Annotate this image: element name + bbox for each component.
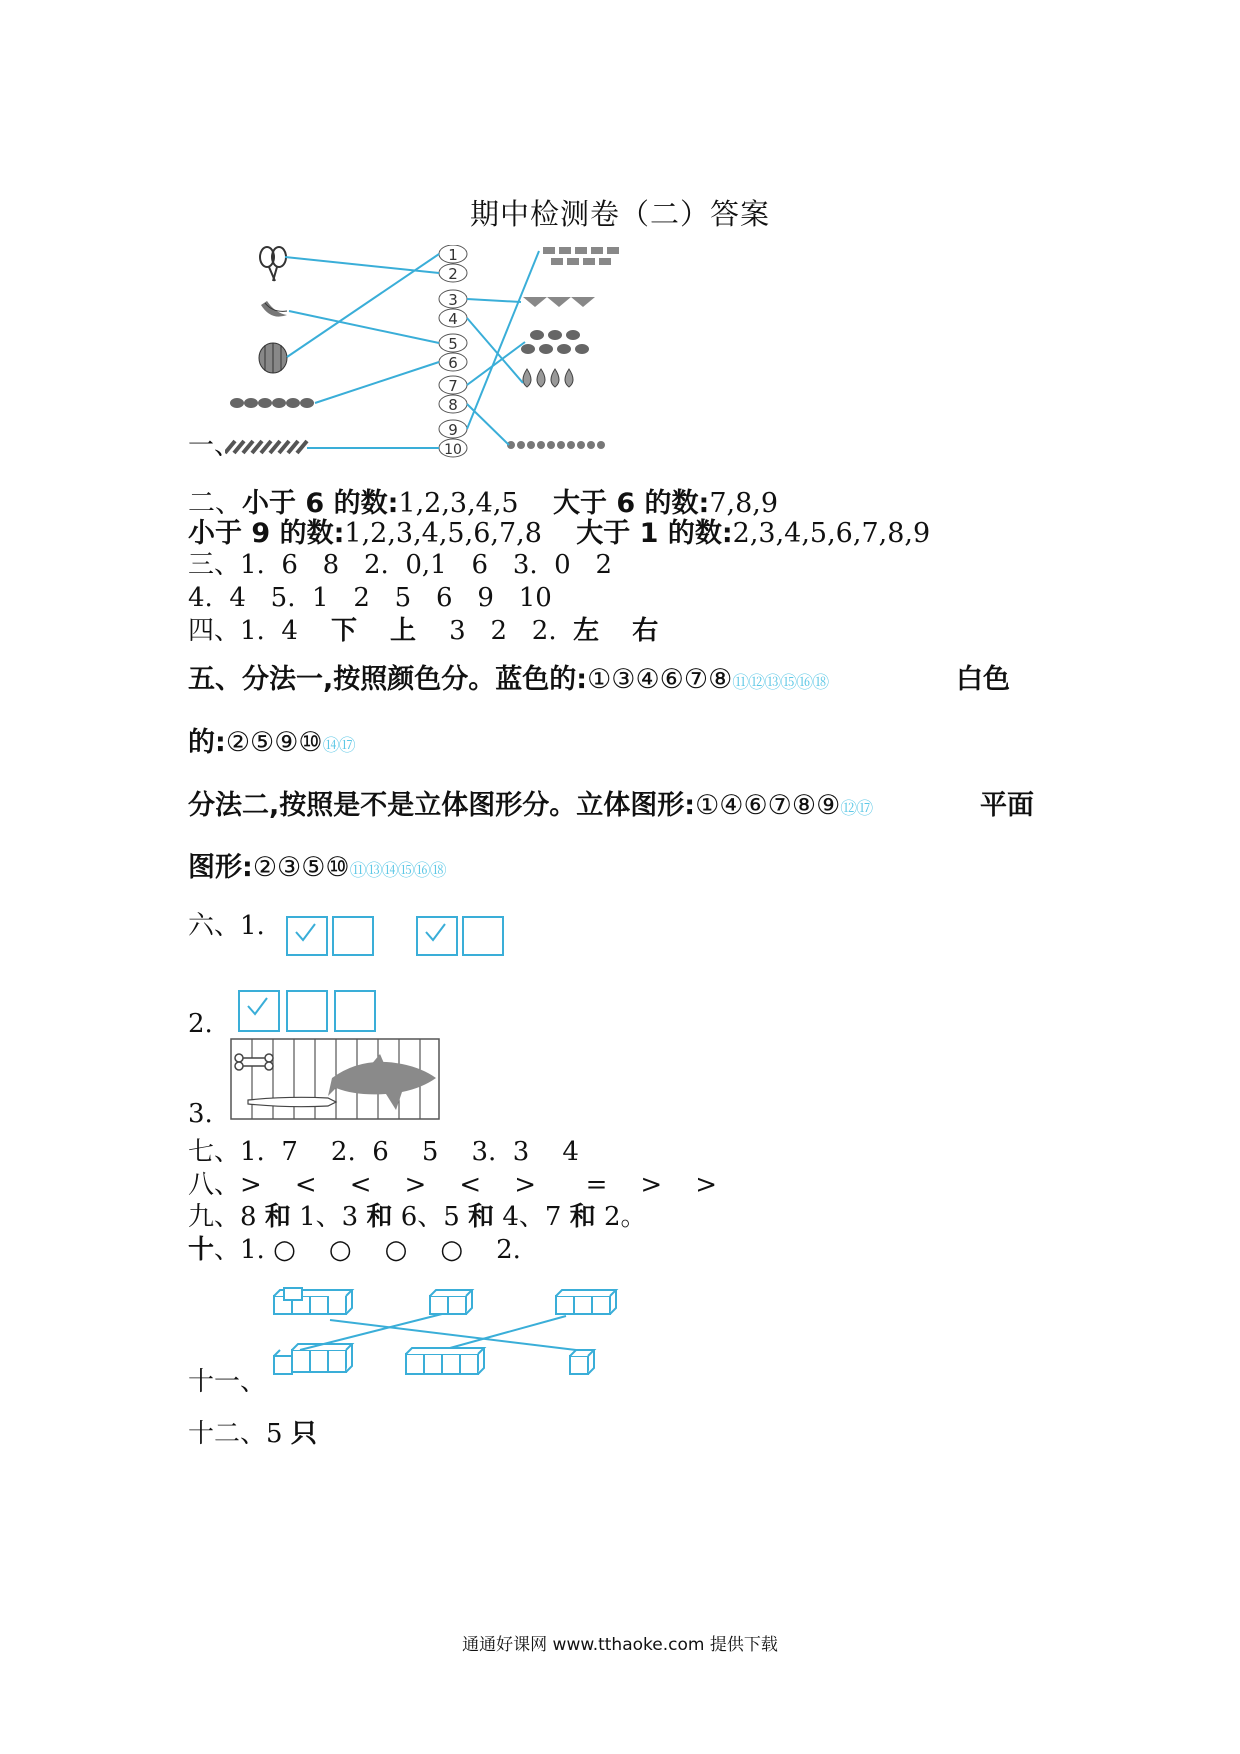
section-9-part-4: 4、7 [502, 1202, 562, 1232]
white-label-part-2: 的: [188, 727, 226, 758]
stone-5 [439, 334, 467, 353]
matching-figure [225, 245, 685, 465]
less-than-9-values: 1,2,3,4,5,6,7,8 [344, 518, 542, 549]
greater-than-6-values: 7,8,9 [709, 488, 779, 519]
section-2-line-2 [188, 518, 930, 550]
checkbox-q2-a [238, 990, 280, 1032]
stone-1 [439, 245, 467, 264]
section-10-line [188, 1234, 521, 1266]
check-icon [424, 922, 446, 944]
blue-circled-numbers: ①③④⑥⑦⑧ [587, 664, 733, 695]
flat-circled-numbers: ②③⑤⑩ [252, 852, 350, 883]
flat-label-part-1: 平面 [980, 790, 1034, 821]
method-1-text: 五、分法一,按照颜色分。蓝色的: [188, 664, 588, 695]
checkbox-q1-b [332, 916, 374, 956]
pears-icon [523, 369, 573, 387]
section-9-part-5: 2。 [604, 1202, 647, 1232]
section-7-line: 七、1. 7 2. 6 5 3. 3 4 [188, 1137, 579, 1167]
white-circled-small: ⑭⑰ [322, 736, 355, 756]
footer-text: 通通好课网 www.tthaoke.com 提供下载 [462, 1635, 778, 1655]
svg-text:2: 2 [448, 265, 458, 283]
section-4-mid: 3 2 2. [449, 616, 557, 646]
section-5-method-2 [188, 790, 872, 825]
section-2-line-1 [188, 488, 778, 520]
turtles-icon [521, 330, 589, 354]
section-9-part-3: 6、5 [400, 1202, 460, 1232]
answer-up: 上 [390, 616, 417, 646]
section-5-white [188, 727, 355, 762]
section-6-q1-label: 六、1. [188, 911, 265, 941]
pencil-icon [248, 1097, 336, 1106]
measure-grid [230, 1038, 442, 1122]
section-2-label: 二、 [188, 488, 242, 519]
svg-text:5: 5 [448, 335, 458, 353]
section-5-method-1 [188, 664, 828, 699]
and-word-3: 和 [468, 1202, 495, 1232]
section-4-line [188, 615, 658, 647]
section-10-rest: 、1. ○ ○ ○ ○ 2. [214, 1235, 521, 1265]
flat-label-part-2: 图形: [188, 852, 253, 883]
checkbox-q2-b [286, 990, 328, 1032]
stone-9 [439, 420, 467, 439]
flat-circled-small: ⑪⑬⑭⑮⑯⑱ [349, 861, 446, 881]
cube-group-bottom-middle [406, 1348, 484, 1374]
section-12-unit: 只 [290, 1419, 317, 1449]
section-6-q2-label: 2. [188, 1009, 213, 1039]
check-icon [246, 996, 268, 1018]
and-word-4: 和 [569, 1202, 596, 1232]
and-word-2: 和 [366, 1202, 393, 1232]
stone-3 [439, 290, 467, 309]
svg-text:6: 6 [448, 354, 458, 372]
check-icon [294, 922, 316, 944]
answer-left: 左 [573, 616, 600, 646]
stone-4 [439, 309, 467, 328]
section-1-label: 一、 [188, 431, 241, 461]
svg-text:3: 3 [448, 291, 458, 309]
bowls-icon [230, 398, 314, 408]
less-than-6-label: 小于 6 的数: [242, 488, 399, 519]
solid-circled-small: ⑫⑰ [840, 799, 873, 819]
greater-than-6-label: 大于 6 的数: [552, 488, 710, 519]
banana-icon [261, 301, 287, 317]
fans-icon [523, 297, 595, 307]
svg-text:7: 7 [448, 377, 458, 395]
section-11-label: 十一、 [188, 1367, 267, 1397]
svg-text:1: 1 [448, 246, 458, 264]
stone-10 [439, 439, 467, 458]
section-12-text: 十二、5 [188, 1419, 283, 1449]
checkbox-q1-d [462, 916, 504, 956]
section-5-flat [188, 852, 446, 887]
svg-text:10: 10 [444, 442, 462, 458]
stone-8 [439, 395, 467, 414]
method-2-text: 分法二,按照是不是立体图形分。立体图形: [188, 790, 696, 821]
matching-lines [285, 251, 539, 448]
solid-circled-numbers: ①④⑥⑦⑧⑨ [695, 790, 841, 821]
section-6-q3-label: 3. [188, 1099, 213, 1129]
svg-text:4: 4 [448, 310, 458, 328]
less-than-6-values: 1,2,3,4,5 [398, 488, 519, 519]
less-than-9-label: 小于 9 的数: [188, 518, 345, 549]
cube-group-top-right [556, 1290, 616, 1314]
section-3-line-1: 三、1. 6 8 2. 0,1 6 3. 0 2 [188, 550, 613, 580]
toy-cars-icon [543, 247, 619, 265]
section-9-line [188, 1201, 647, 1233]
cubes-figure [270, 1284, 630, 1388]
svg-text:9: 9 [448, 421, 458, 439]
answer-right: 右 [632, 616, 659, 646]
section-9-part-2: 1、3 [299, 1202, 359, 1232]
number-stones [439, 245, 467, 458]
page-title: 期中检测卷（二）答案 [469, 197, 770, 231]
blue-circled-small: ⑪⑫⑬⑮⑯⑱ [732, 673, 829, 693]
svg-text:8: 8 [448, 396, 458, 414]
cube-group-bottom-left [274, 1344, 352, 1374]
white-label-part-1: 白色 [956, 664, 1010, 695]
watermelon-icon [259, 343, 287, 373]
stone-6 [439, 353, 467, 372]
section-9-part-1: 九、8 [188, 1202, 257, 1232]
section-3-line-2: 4. 4 5. 1 2 5 6 9 10 [188, 583, 552, 613]
flowers-icon [507, 441, 605, 449]
rackets-icon [260, 247, 286, 281]
section-8-line: 八、> < < > < > = > > [188, 1170, 718, 1200]
section-10-label: 十 [188, 1235, 215, 1265]
cube-group-top-middle [430, 1290, 472, 1314]
white-circled-numbers: ②⑤⑨⑩ [225, 727, 323, 758]
greater-than-1-values: 2,3,4,5,6,7,8,9 [732, 518, 931, 549]
checkbox-q1-c [416, 916, 458, 956]
stone-2 [439, 264, 467, 283]
answer-down: 下 [330, 616, 357, 646]
stone-7 [439, 376, 467, 395]
section-4-prefix: 四、1. 4 [188, 616, 298, 646]
checkbox-q1-a [286, 916, 328, 956]
checkbox-q2-c [334, 990, 376, 1032]
cube-group-top-left [274, 1288, 352, 1314]
greater-than-1-label: 大于 1 的数: [576, 518, 733, 549]
section-12-line [188, 1418, 317, 1450]
cube-group-bottom-right [570, 1350, 594, 1374]
and-word-1: 和 [264, 1202, 291, 1232]
